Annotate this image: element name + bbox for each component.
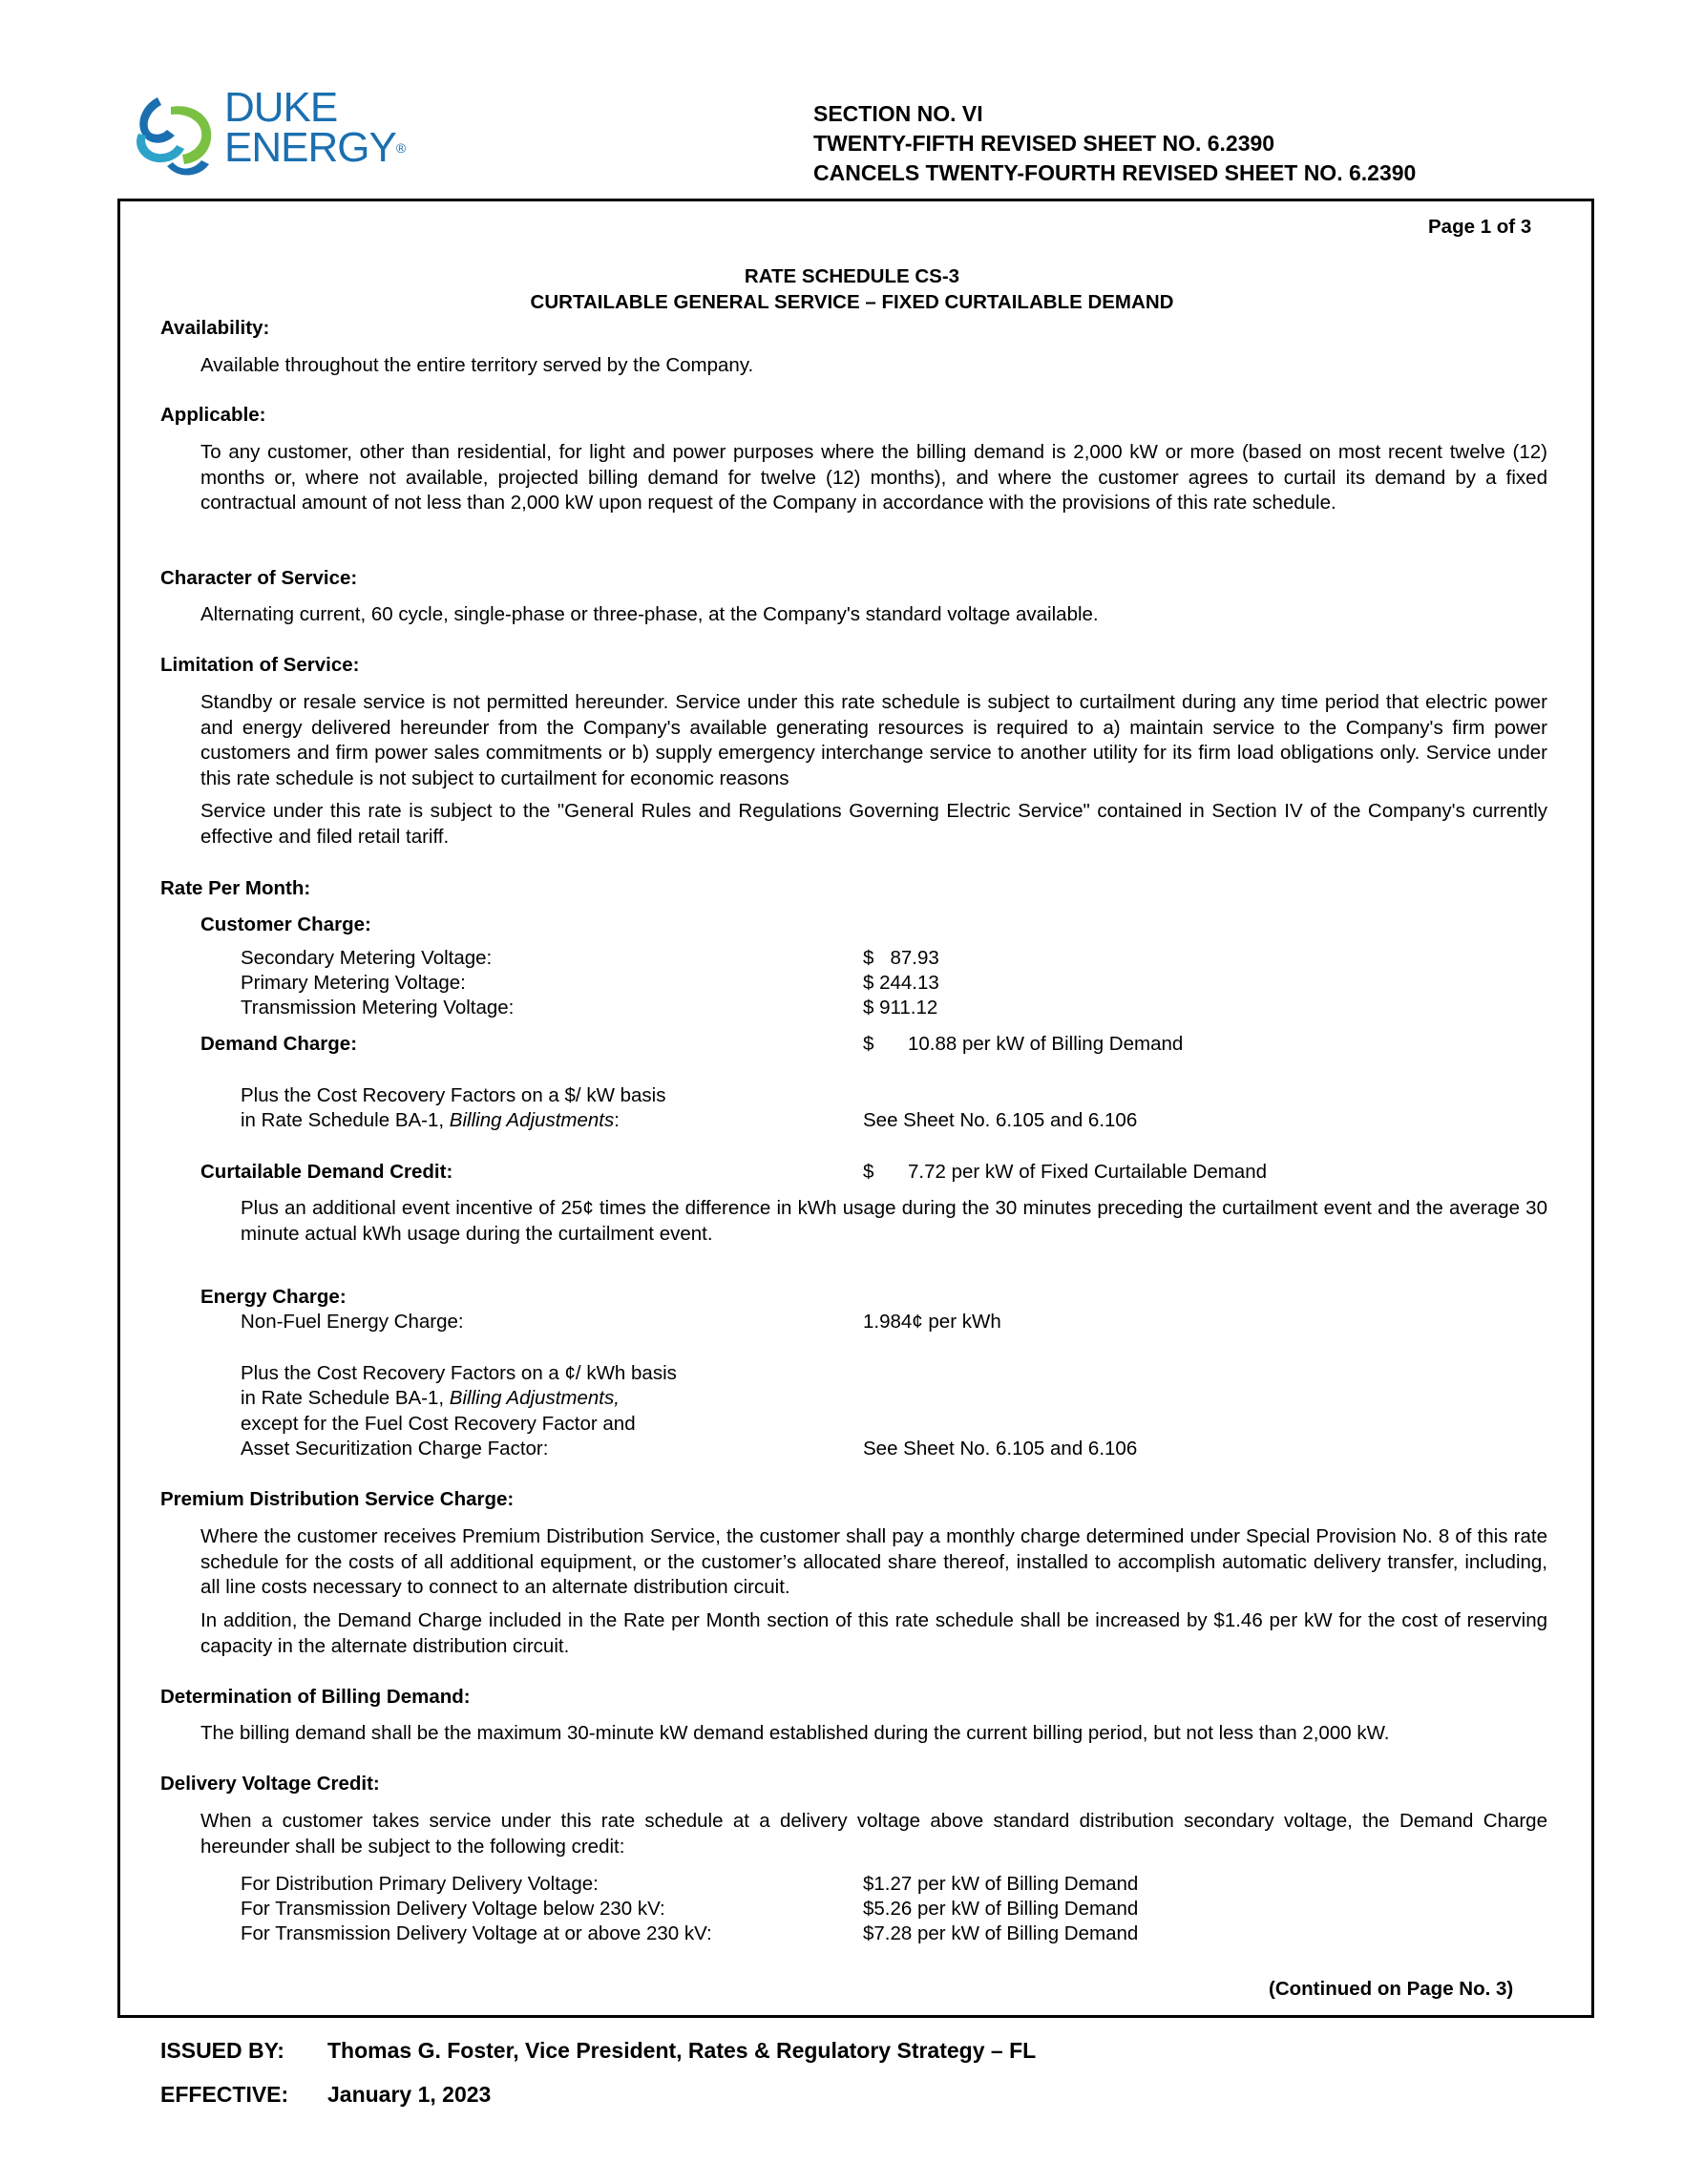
cost-recovery-2-line2-text: in Rate Schedule BA-1, (241, 1387, 450, 1409)
transmission-metering-value: $ 911.12 (863, 997, 938, 1018)
sheet-number: TWENTY-FIFTH REVISED SHEET NO. 6.2390 (813, 131, 1275, 156)
delivery-row1-label: For Distribution Primary Delivery Voltage: (241, 1873, 599, 1895)
logo-registered: ® (395, 140, 406, 156)
character-heading: Character of Service: (160, 567, 358, 589)
delivery-row2-label: For Transmission Delivery Voltage below 230 kV: (241, 1898, 665, 1920)
effective-value: January 1, 2023 (327, 2082, 492, 2107)
issued-by-value: Thomas G. Foster, Vice President, Rates & Regulatory Strategy – FL (327, 2038, 1037, 2063)
event-incentive-text: Plus an additional event incentive of 25¢ times the difference in kWh usage during the 30 minutes preceding the curtailment event and the average 30 minute actual kWh usage during the curtailment event. (241, 1197, 1547, 1245)
duke-energy-logo (129, 84, 415, 183)
premium-text-1: Where the customer receives Premium Distribution Service, the customer shall pay a monthly charge determined under Special Provision No. 8 of this rate schedule for the costs of all additional equipment, or the customer’s allocated share thereof, installed to accomplish automatic delivery transfer, including, all line costs necessary to connect to an alternate distribution circuit. (200, 1525, 1547, 1598)
billing-demand-text: The billing demand shall be the maximum 30-minute kW demand established during the current billing period, but not less than 2,000 kW. (200, 1722, 1390, 1744)
duke-energy-logo-icon (129, 88, 224, 183)
see-sheet-2: See Sheet No. 6.105 and 6.106 (863, 1438, 1138, 1460)
nonfuel-value: 1.984¢ per kWh (863, 1311, 1001, 1333)
applicable-text: To any customer, other than residential, for light and power purposes where the billing demand is 2,000 kW or more (based on most recent twelve (12) months or, where not available, projected billing demand for twelve (12) months), and where the customer agrees to curtail its demand by a fixed contractual amount of not less than 2,000 kW upon request of the Company in accordance with the provisions of this rate schedule. (200, 441, 1547, 514)
schedule-subtitle: CURTAILABLE GENERAL SERVICE – FIXED CURTAILABLE DEMAND (530, 291, 1174, 313)
cancels-sheet: CANCELS TWENTY-FOURTH REVISED SHEET NO. 6.2390 (813, 160, 1417, 185)
delivery-row3-value: $7.28 per kW of Billing Demand (863, 1922, 1139, 1944)
effective-label: EFFECTIVE: (160, 2082, 289, 2107)
logo-line2: ENERGY (224, 124, 396, 171)
delivery-row2-value: $5.26 per kW of Billing Demand (863, 1898, 1139, 1920)
secondary-metering-value: $ 87.93 (863, 947, 939, 969)
cost-recovery-line2-colon: : (614, 1109, 620, 1131)
curtailable-credit-dollar: $ (863, 1161, 874, 1183)
primary-metering-label: Primary Metering Voltage: (241, 972, 466, 994)
limitation-text-2: Service under this rate is subject to the "General Rules and Regulations Governing Electric Service" contained in Section IV of the Company's currently effective and filed retail tariff. (200, 800, 1547, 848)
delivery-row3-label: For Transmission Delivery Voltage at or above 230 kV: (241, 1922, 712, 1944)
delivery-credit-heading: Delivery Voltage Credit: (160, 1773, 380, 1795)
demand-charge-heading: Demand Charge: (200, 1033, 358, 1055)
billing-adjustments-italic: Billing Adjustments (449, 1109, 615, 1131)
sheet-header (813, 99, 1416, 188)
logo-line1: DUKE (224, 84, 338, 131)
availability-heading: Availability: (160, 317, 270, 339)
primary-metering-value: $ 244.13 (863, 972, 939, 994)
customer-charge-heading: Customer Charge: (200, 914, 371, 935)
billing-demand-heading: Determination of Billing Demand: (160, 1686, 471, 1708)
applicable-heading: Applicable: (160, 404, 266, 426)
curtailable-credit-value: 7.72 per kW of Fixed Curtailable Demand (908, 1161, 1268, 1183)
page-label: Page 1 of 3 (1428, 216, 1532, 238)
demand-charge-dollar: $ (863, 1033, 874, 1055)
secondary-metering-label: Secondary Metering Voltage: (241, 947, 493, 969)
delivery-row1-value: $1.27 per kW of Billing Demand (863, 1873, 1139, 1895)
demand-charge-value: 10.88 per kW of Billing Demand (908, 1033, 1184, 1055)
availability-text: Available throughout the entire territory served by the Company. (200, 354, 754, 376)
schedule-title: RATE SCHEDULE CS-3 (744, 265, 960, 287)
section-number: SECTION NO. VI (813, 101, 983, 126)
see-sheet-1: See Sheet No. 6.105 and 6.106 (863, 1109, 1138, 1131)
delivery-credit-text: When a customer takes service under this rate schedule at a delivery voltage above standard distribution secondary voltage, the Demand Charge hereunder shall be subject to the following credit: (200, 1810, 1547, 1858)
premium-heading: Premium Distribution Service Charge: (160, 1488, 515, 1510)
continued-note: (Continued on Page No. 3) (1269, 1978, 1514, 2000)
cost-recovery-2-line4: Asset Securitization Charge Factor: (241, 1438, 549, 1460)
cost-recovery-2-line2 (241, 1387, 620, 1410)
nonfuel-label: Non-Fuel Energy Charge: (241, 1311, 464, 1333)
energy-charge-heading: Energy Charge: (200, 1286, 347, 1308)
cost-recovery-line2-text: in Rate Schedule BA-1, (241, 1109, 450, 1131)
cost-recovery-line1: Plus the Cost Recovery Factors on a $/ kW basis (241, 1084, 666, 1106)
limitation-text-1: Standby or resale service is not permitted hereunder. Service under this rate schedule is subject to curtailment during any time period that electric power and energy delivered hereunder from the Company's available generating resources is required to a) maintain service to the Company's firm power customers and firm power sales commitments or b) supply emergency interchange service to another utility for its firm load obligations only. Service under this rate schedule is not subject to curtailment for economic reasons (200, 691, 1547, 789)
premium-text-2: In addition, the Demand Charge included in the Rate per Month section of this rate schedule shall be increased by $1.46 per kW for the cost of reserving capacity in the alternate distribution circuit. (200, 1609, 1547, 1657)
issued-by-label: ISSUED BY: (160, 2038, 284, 2063)
transmission-metering-label: Transmission Metering Voltage: (241, 997, 515, 1018)
limitation-heading: Limitation of Service: (160, 654, 360, 676)
rate-heading: Rate Per Month: (160, 877, 311, 899)
cost-recovery-2-line3: except for the Fuel Cost Recovery Factor and (241, 1413, 636, 1435)
cost-recovery-line2 (241, 1109, 620, 1132)
billing-adjustments-italic-2: Billing Adjustments, (449, 1387, 620, 1409)
cost-recovery-2-line1: Plus the Cost Recovery Factors on a ¢/ kWh basis (241, 1362, 677, 1384)
curtailable-credit-heading: Curtailable Demand Credit: (200, 1161, 453, 1183)
character-text: Alternating current, 60 cycle, single-phase or three-phase, at the Company's standard voltage available. (200, 603, 1099, 625)
